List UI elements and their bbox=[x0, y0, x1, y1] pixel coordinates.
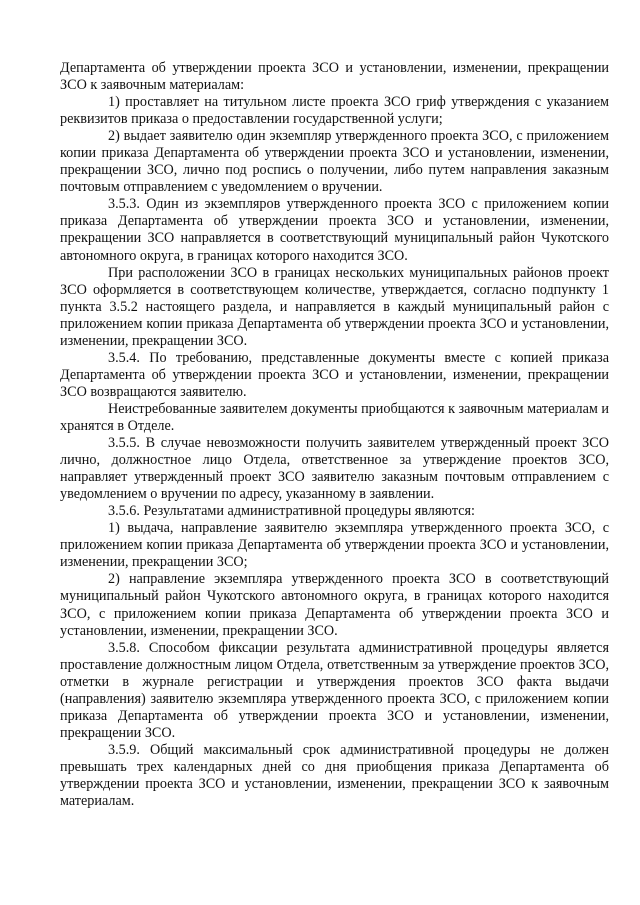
paragraph-3-5-9: 3.5.9. Общий максимальный срок административной процедуры не должен превышать трех календарных дней со дня приобщения приказа Департамента об утверждении проекта ЗСО и установлении, изменении, прекращении ЗСО к заявочным материалам. bbox=[60, 741, 609, 810]
paragraph-3-5-8: 3.5.8. Способом фиксации результата административной процедуры является проставление должностным лицом Отдела, ответственным за утверждение проектов ЗСО, отметки в журнале регистрации и утверждения проектов ЗСО факта выдачи (направления) заявителю экземпляра утвержденного проекта ЗСО, с приложением копии приказа Департамента об утверждении проекта ЗСО и установлении, изменении, прекращении ЗСО. bbox=[60, 639, 609, 741]
paragraph-item-1-stamp: 1) проставляет на титульном листе проекта ЗСО гриф утверждения с указанием реквизитов приказа о предоставлении государственной услуги; bbox=[60, 94, 609, 128]
paragraph-3-5-4: 3.5.4. По требованию, представленные документы вместе с копией приказа Департамента об утверждении проекта ЗСО и установлении, изменении, прекращении ЗСО возвращаются заявителю. bbox=[60, 349, 609, 400]
paragraph-continuation: Департамента об утверждении проекта ЗСО и установлении, изменении, прекращении ЗСО к заявочным материалам: bbox=[60, 60, 609, 94]
paragraph-unclaimed-documents: Неистребованные заявителем документы приобщаются к заявочным материалам и хранятся в Отделе. bbox=[60, 400, 609, 434]
paragraph-3-5-6: 3.5.6. Результатами административной процедуры являются: bbox=[108, 503, 475, 520]
paragraph-multiple-districts: При расположении ЗСО в границах нескольких муниципальных районов проект ЗСО оформляется в соответствующем количестве, утверждается, согласно подпункту 1 пункта 3.5.2 настоящего раздела, и направляется в каждый муниципальный район с приложением копии приказа Департамента об утверждении проекта ЗСО и установлении, изменении, прекращении ЗСО. bbox=[60, 264, 609, 349]
paragraph-item-2-issue: 2) выдает заявителю один экземпляр утвержденного проекта ЗСО, с приложением копии приказа Департамента об утверждении проекта ЗСО и установлении, изменении, прекращении ЗСО, лично под роспись о получении, либо путем направления заказным почтовым отправлением с уведомлением о вручении. bbox=[60, 128, 609, 196]
paragraph-result-item-2: 2) направление экземпляра утвержденного проекта ЗСО в соответствующий муниципальный район Чукотского автономного округа, в границах которого находится ЗСО, с приложением копии приказа Департамента об утверждении проекта ЗСО и установлении, изменении, прекращении ЗСО. bbox=[60, 571, 609, 639]
document-page bbox=[60, 60, 609, 810]
paragraph-3-5-3: 3.5.3. Один из экземпляров утвержденного проекта ЗСО с приложением копии приказа Департамента об утверждении проекта ЗСО и установлении, изменении, прекращении ЗСО направляется в соответствующий муниципальный район Чукотского автономного округа, в границах которого находится ЗСО. bbox=[60, 196, 609, 264]
paragraph-result-item-1: 1) выдача, направление заявителю экземпляра утвержденного проекта ЗСО, с приложением копии приказа Департамента об утверждении проекта ЗСО и установлении, изменении, прекращении ЗСО; bbox=[60, 520, 609, 571]
paragraph-3-5-5: 3.5.5. В случае невозможности получить заявителем утвержденный проект ЗСО лично, должностное лицо Отдела, ответственное за утверждение проектов ЗСО, направляет утвержденный проект ЗСО заявителю заказным почтовым отправлением с уведомлением о вручении по адресу, указанному в заявлении. bbox=[60, 435, 609, 503]
